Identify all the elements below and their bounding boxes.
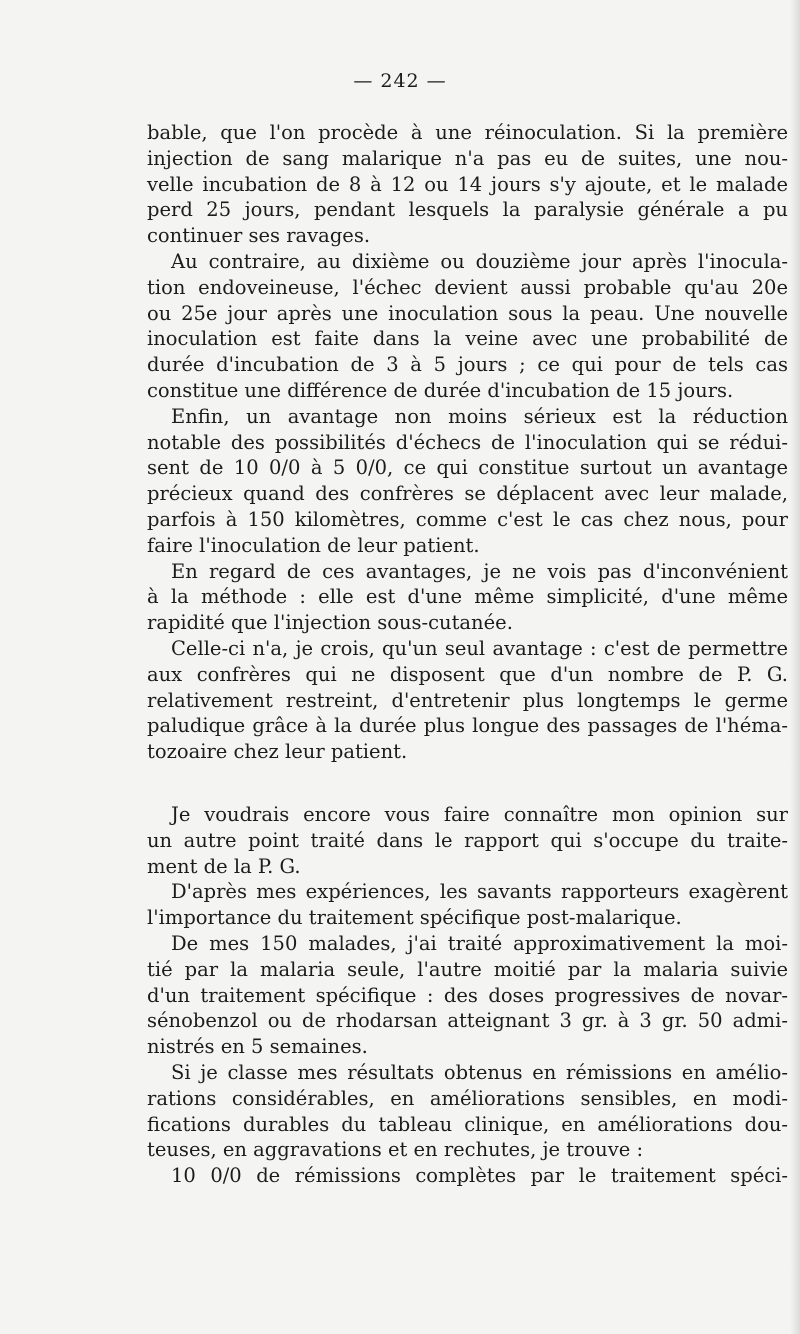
- text-line: ou 25e jour après une inoculation sous la peau. Une nouvelle: [147, 301, 788, 325]
- text-line: parfois à 150 kilomètres, comme c'est le cas chez nous, pour: [147, 507, 788, 531]
- text-line: ment de la P. G.: [147, 854, 301, 878]
- text-block-bottom: [147, 802, 788, 1189]
- text-line: l'importance du traitement spécifique post-malarique.: [147, 906, 682, 930]
- text-line: durée d'incubation de 3 à 5 jours ; ce qui pour de tels cas: [147, 353, 788, 377]
- page-edge-shadow: [790, 0, 800, 1334]
- text-line: Celle-ci n'a, je crois, qu'un seul avantage : c'est de permettre: [171, 636, 788, 660]
- text-line: 10 0/0 de rémissions complètes par le traitement spéci-: [171, 1164, 788, 1188]
- text-line: D'après mes expériences, les savants rapporteurs exagèrent: [171, 880, 788, 904]
- text-line: rations considérables, en améliorations sensibles, en modi-: [147, 1086, 788, 1110]
- text-line: perd 25 jours, pendant lesquels la paralysie générale a pu: [147, 198, 788, 222]
- text-block-top: [147, 120, 788, 765]
- text-line: Si je classe mes résultats obtenus en rémissions en amélio-: [171, 1060, 788, 1084]
- text-line: précieux quand des confrères se déplacent avec leur malade,: [147, 482, 788, 506]
- text-line: tozoaire chez leur patient.: [147, 740, 408, 764]
- text-line: De mes 150 malades, j'ai traité approximativement la moi-: [171, 931, 788, 955]
- text-line: aux confrères qui ne disposent que d'un nombre de P. G.: [147, 662, 788, 686]
- text-line: notable des possibilités d'échecs de l'inoculation qui se rédui-: [147, 430, 788, 454]
- text-line: relativement restreint, d'entretenir plus longtemps le germe: [147, 688, 788, 712]
- text-line: faire l'inoculation de leur patient.: [147, 533, 480, 557]
- text-line: Au contraire, au dixième ou douzième jour après l'inocula-: [171, 249, 788, 273]
- text-line: injection de sang malarique n'a pas eu de suites, une nou-: [147, 146, 788, 170]
- text-line: paludique grâce à la durée plus longue des passages de l'héma-: [147, 714, 788, 738]
- text-line: velle incubation de 8 à 12 ou 14 jours s'y ajoute, et le malade: [147, 172, 788, 196]
- page-number: — 242 —: [353, 70, 447, 92]
- text-line: un autre point traité dans le rapport qui s'occupe du traite-: [147, 828, 788, 852]
- text-line: Enfin, un avantage non moins sérieux est la réduction: [171, 404, 788, 428]
- text-line: sent de 10 0/0 à 5 0/0, ce qui constitue surtout un avantage: [147, 456, 788, 480]
- text-line: tié par la malaria seule, l'autre moitié par la malaria suivie: [147, 957, 788, 981]
- text-line: teuses, en aggravations et en rechutes, je trouve :: [147, 1138, 644, 1162]
- text-line: fications durables du tableau clinique, en améliorations dou-: [147, 1112, 788, 1136]
- text-line: continuer ses ravages.: [147, 224, 371, 248]
- text-line: En regard de ces avantages, je ne vois pas d'inconvénient: [171, 559, 788, 583]
- text-line: bable, que l'on procède à une réinoculation. Si la première: [147, 121, 788, 144]
- text-line: rapidité que l'injection sous-cutanée.: [147, 611, 513, 635]
- text-line: à la méthode : elle est d'une même simplicité, d'une même: [147, 585, 788, 609]
- text-line: inoculation est faite dans la veine avec une probabilité de: [147, 327, 788, 351]
- text-line: tion endoveineuse, l'échec devient aussi probable qu'au 20e: [147, 275, 788, 299]
- text-line: Je voudrais encore vous faire connaître mon opinion sur: [171, 803, 788, 826]
- text-line: constitue une différence de durée d'incubation de 15 jours.: [147, 378, 734, 402]
- text-line: sénobenzol ou de rhodarsan atteignant 3 gr. à 3 gr. 50 admi-: [147, 1009, 788, 1033]
- text-line: d'un traitement spécifique : des doses progressives de novar-: [147, 983, 788, 1007]
- text-line: nistrés en 5 semaines.: [147, 1035, 368, 1059]
